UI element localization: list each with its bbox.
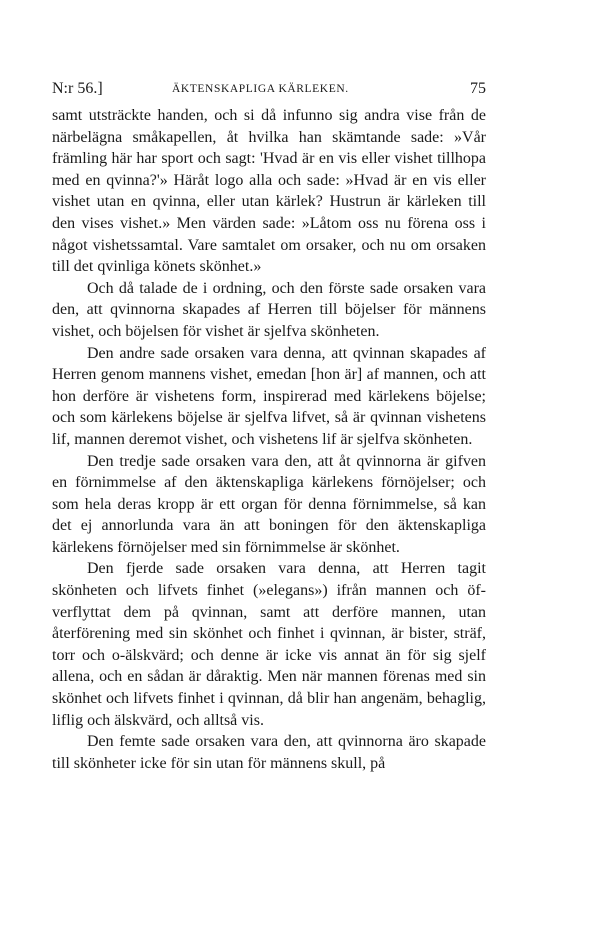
page-number: 75 <box>470 80 486 97</box>
paragraph-fifth-speaker: Den femte sade orsaken vara den, att qvinnorna äro skapade till skönheter icke för sin utan för männens skull, på <box>52 733 486 772</box>
paragraph-fourth-speaker: Den fjerde sade orsaken vara denna, att Herren tagit skönheten och lifvets finhet (»elegans») ifrån mannen och öfverflyttat dem på qvinnan, samt att derföre mannen, utan återförening med sin skönhet och finhet i qvinnan, är bister, sträf, torr och o-älskvärd; och denne är icke vis annat än för sig sjelf allena, och en sådan är dåraktig. Men när mannen förenas med sin skönhet och lifvets finhet i qvinnan, då blir han angenäm, behaglig, liflig och älskvärd, och alltså vis. <box>52 560 486 729</box>
issue-number: N:r 56.] <box>52 80 103 97</box>
running-header <box>52 80 486 102</box>
body-text <box>52 105 486 774</box>
paragraph-continued: samt utsträckte handen, och si då infunno sig andra vise från de närbelägna småkapellen, åt hvilka han skämtande sade: »Vår främling här har sport och sagt: 'Hvad är en vis eller vishet tillhopa med en qvinna?'» Häråt logo alla och sade: »Hvad är en vis eller vishet utan en qvinna, eller utan kärlek? Hustrun är kärleken till den vises vishet.» Men värden sade: »Låtom oss nu förena oss i något vishetssamtal. Vare samtalet om orsaker, och nu om orsaken till det qvinliga könets skönhet.» <box>52 107 486 276</box>
paragraph-third-speaker: Den tredje sade orsaken vara den, att åt qvinnorna är gifven en förnimmelse af den äktenskapliga kärlekens förnöjelser; och som hela deras kropp är ett organ för denna förnimmelse, så kan det ej annorlunda vara än att boningen för den äktenskapliga kärlekens förnöjelser med sin förnimmelse är skönhet. <box>52 452 486 556</box>
paragraph-first-speaker: Och då talade de i ordning, och den förste sade orsaken vara den, att qvinnorna skapades af Herren till böjelser för männens vishet, och böjelsen för vishet är sjelfva skönheten. <box>52 279 486 340</box>
running-title: ÄKTENSKAPLIGA KÄRLEKEN. <box>172 83 349 95</box>
paragraph-second-speaker: Den andre sade orsaken vara denna, att qvinnan skapades af Herren genom mannens vishet, emedan [hon är] af mannen, och att hon derföre är vishetens form, inspirerad med kärlekens böjelse; och som kärlekens böjelse är sjelfva lifvet, så är qvinnan vishetens lif, mannen deremot vishet, och vishetens lif är sjelfva skönheten. <box>52 344 486 448</box>
